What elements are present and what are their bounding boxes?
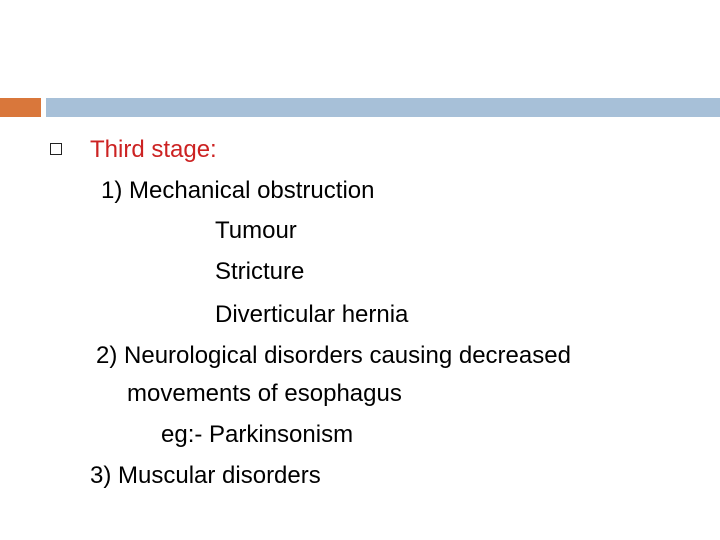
sub-item-tumour: Tumour bbox=[215, 217, 297, 244]
square-bullet-icon bbox=[50, 143, 62, 155]
list-item-neurological-disorders: 2) Neurological disorders causing decreased bbox=[96, 342, 571, 369]
sub-item-stricture: Stricture bbox=[215, 258, 305, 285]
list-item-muscular-disorders: 3) Muscular disorders bbox=[90, 462, 321, 489]
list-item-neurological-disorders-cont: movements of esophagus bbox=[127, 380, 402, 407]
example-parkinsonism: eg:- Parkinsonism bbox=[161, 421, 354, 448]
slide-heading: Third stage: bbox=[90, 136, 217, 163]
list-item-mechanical-obstruction: 1) Mechanical obstruction bbox=[101, 177, 375, 204]
sub-item-diverticular-hernia: Diverticular hernia bbox=[215, 301, 409, 328]
header-accent-orange-bar bbox=[0, 98, 41, 117]
header-accent-blue-bar bbox=[46, 98, 720, 117]
